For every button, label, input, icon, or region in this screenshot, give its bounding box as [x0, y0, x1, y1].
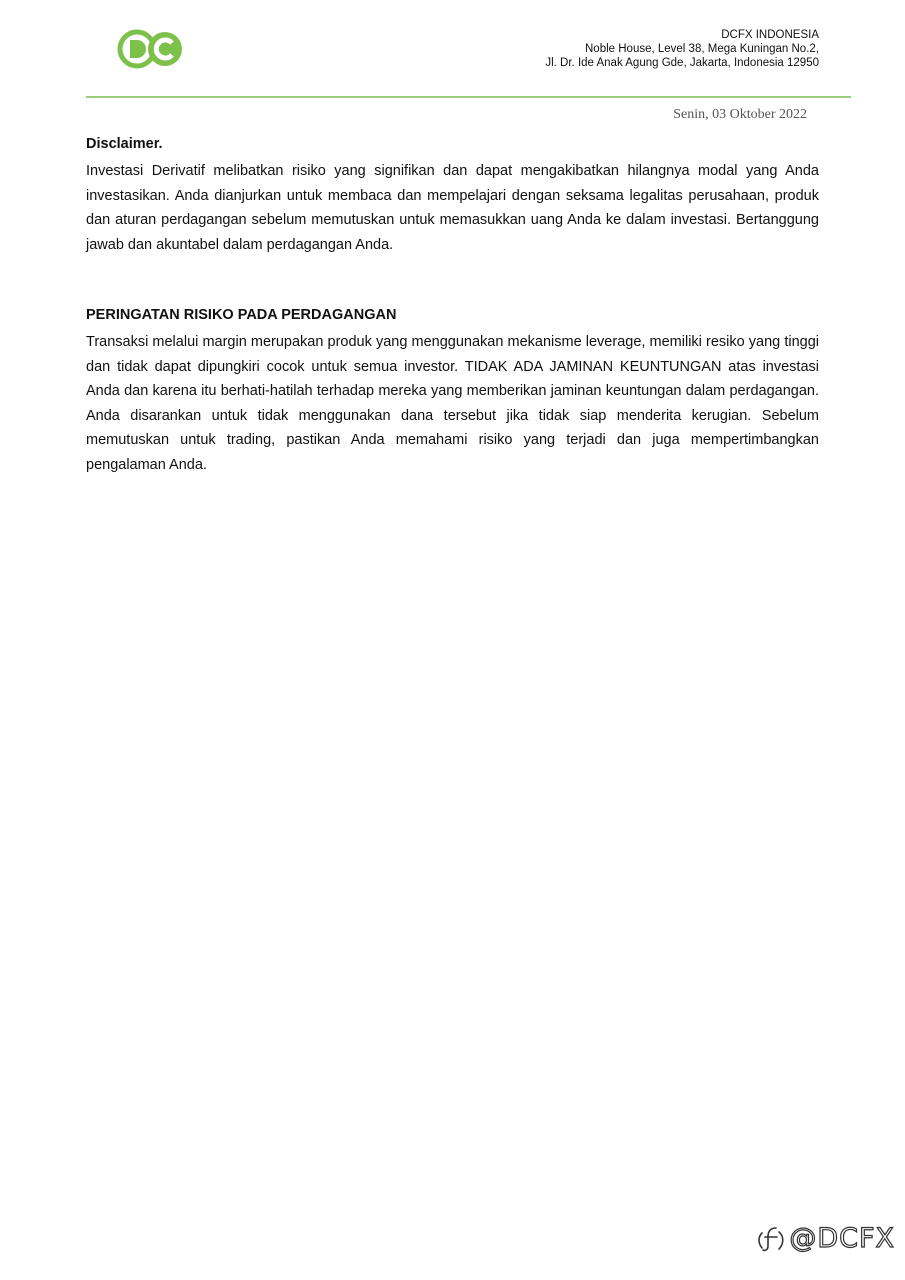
disclaimer-heading: Disclaimer. [86, 136, 163, 152]
header-divider [86, 96, 851, 98]
social-platform-icon [757, 1224, 787, 1254]
dc-logo-icon [117, 29, 185, 69]
risk-warning-heading: PERINGATAN RISIKO PADA PERDAGANGAN [86, 307, 397, 323]
company-address-block [545, 28, 819, 70]
risk-warning-paragraph: Transaksi melalui margin merupakan produk yang menggunakan mekanisme leverage, memiliki resiko yang tinggi dan tidak dapat dipungkiri cocok untuk semua investor. TIDAK ADA JAMINAN KEUNTUNGAN atas investasi Anda dan karena itu berhati-hatilah terhadap mereka yang memberikan jaminan keuntungan dalam perdagangan. Anda disarankan untuk tidak menggunakan dana tersebut jika tidak siap menderita kerugian. Sebelum memutuskan untuk trading, pastikan Anda memahami risiko yang terjadi dan juga mempertimbangkan pengalaman Anda. [86, 334, 819, 473]
risk-warning-section [86, 306, 819, 477]
watermark [757, 1224, 895, 1254]
company-name: DCFX INDONESIA [721, 29, 819, 41]
disclaimer-paragraph: Investasi Derivatif melibatkan risiko yang signifikan dan dapat mengakibatkan hilangnya modal yang Anda investasikan. Anda dianjurkan untuk membaca dan mempelajari dengan seksama legalitas perusahaan, produk dan aturan perdagangan sebelum memutuskan untuk memasukkan uang Anda ke dalam investasi. Bertanggung jawab dan akuntabel dalam perdagangan Anda. [86, 163, 819, 253]
disclaimer-section [86, 135, 819, 257]
address-line-1: Noble House, Level 38, Mega Kuningan No.2, [585, 43, 819, 55]
address-line-2: Jl. Dr. Ide Anak Agung Gde, Jakarta, Indonesia 12950 [545, 57, 819, 69]
letter-date: Senin, 03 Oktober 2022 [673, 107, 807, 122]
watermark-text: @DCFX [789, 1223, 895, 1254]
